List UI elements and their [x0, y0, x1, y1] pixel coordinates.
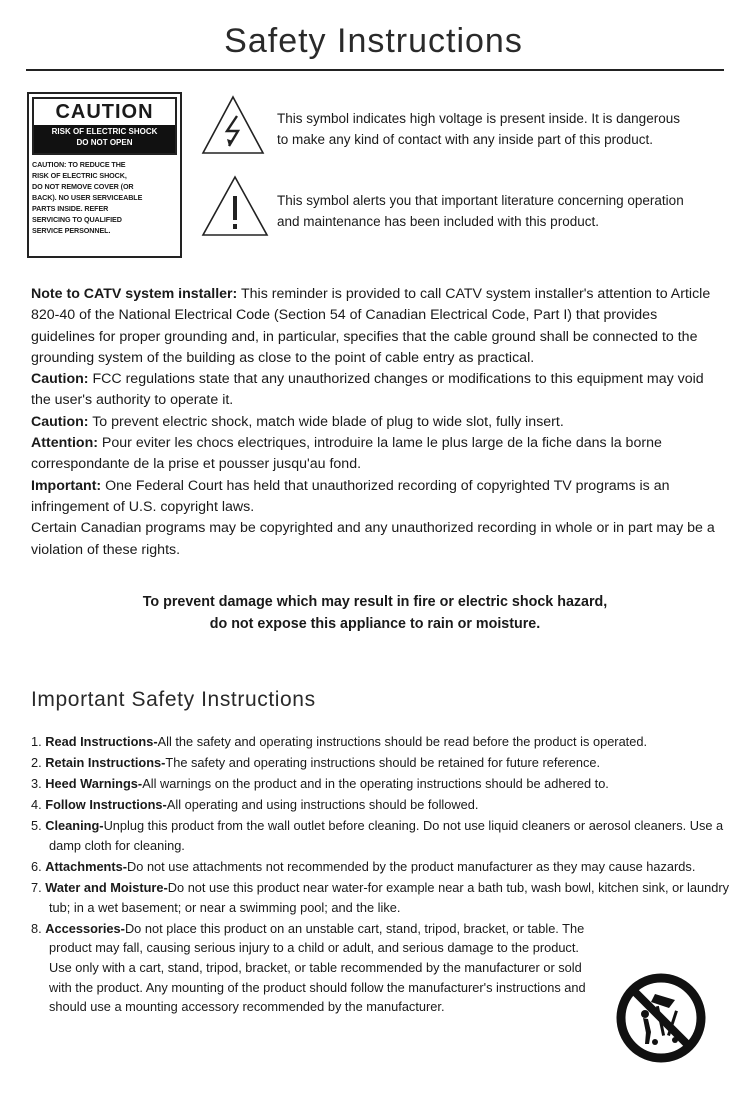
caution-line: CAUTION: TO REDUCE THE — [32, 160, 126, 169]
high-voltage-description — [277, 108, 727, 150]
fcc-caution — [31, 369, 721, 412]
important-text: One Federal Court has held that unauthorized recording of copyrighted TV programs is an infringement of U.S. copyright laws. — [31, 477, 670, 515]
caution-bar-line-1: RISK OF ELECTRIC SHOCK — [51, 127, 158, 136]
moisture-warning — [60, 592, 690, 635]
catv-note — [31, 284, 721, 369]
plug-caution-text: To prevent electric shock, match wide blade of plug to wide slot, fully insert. — [88, 413, 564, 430]
list-item — [31, 795, 731, 815]
important-note — [31, 476, 721, 519]
item-text: All operating and using instructions should be followed. — [166, 797, 479, 813]
item-text: All warnings on the product and in the operating instructions should be adhered to. — [142, 776, 609, 792]
caution-line: RISK OF ELECTRIC SHOCK, — [32, 171, 127, 180]
item-text: Do not use this product near water-for example near a bath tub, wash bowl, kitchen sink, or laundry tub; in a wet basement; or near a swimming pool; and the like. — [49, 880, 730, 915]
fcc-caution-text: FCC regulations state that any unauthorized changes or modifications to this equipment may void the user's authority to operate it. — [31, 371, 704, 409]
item-label: Water and Moisture- — [45, 880, 168, 896]
page-title: Safety Instructions — [224, 22, 523, 60]
item-number: 2. — [31, 755, 42, 771]
canadian-note: Certain Canadian programs may be copyrighted and any unauthorized recording in whole or in part may be a violation of these rights. — [31, 520, 715, 558]
high-voltage-icon — [200, 94, 266, 156]
high-voltage-line-1: This symbol indicates high voltage is present inside. It is dangerous — [277, 111, 680, 126]
caution-line: SERVICE PERSONNEL. — [32, 226, 111, 235]
list-item — [31, 919, 604, 1017]
warning-line-2: do not expose this appliance to rain or moisture. — [209, 615, 541, 632]
catv-note-text: This reminder is provided to call CATV system installer's attention to Article 820-40 of the National Electrical Code (Section 54 of Canadian Electrical Code, Part I) that provides guidelines for proper grounding and, in particular, specifies that the cable ground shall be connected to the grounding system of the building as close to the point of cable entry as practical. — [31, 286, 711, 366]
title-divider — [26, 69, 724, 71]
catv-note-label: Note to CATV system installer: — [31, 286, 238, 302]
caution-warning-bar — [34, 125, 175, 153]
section-title: Important Safety Instructions — [31, 688, 316, 711]
important-label: Important: — [31, 477, 102, 494]
item-number: 5. — [31, 818, 42, 834]
list-item — [31, 774, 731, 794]
high-voltage-line-2: to make any kind of contact with any inside part of this product. — [277, 132, 653, 147]
caution-label — [27, 92, 182, 258]
item-label: Follow Instructions- — [45, 797, 167, 813]
plug-caution — [31, 412, 721, 433]
attention-note — [31, 433, 721, 476]
attention-label: Attention: — [31, 435, 98, 452]
item-text: Unplug this product from the wall outlet before cleaning. Do not use liquid cleaners or aerosol cleaners. Use a damp cloth for cleaning. — [49, 818, 724, 853]
fcc-caution-label: Caution: — [31, 371, 89, 388]
item-label: Heed Warnings- — [45, 776, 143, 792]
literature-alert-description — [277, 190, 727, 232]
item-label: Attachments- — [45, 859, 128, 875]
item-label: Read Instructions- — [45, 734, 158, 749]
caution-bar-line-2: DO NOT OPEN — [76, 138, 133, 147]
item-label: Accessories- — [45, 920, 125, 936]
caution-line: PARTS INSIDE. REFER — [32, 204, 109, 213]
list-item — [31, 753, 731, 773]
item-text: Do not place this product on an unstable cart, stand, tripod, bracket, or table. The product may fall, causing serious injury to a child or adult, and serious damage to the product. Use only with a cart, stand, tripod, bracket, or table recommended by the manufacturer or sold with the product. Any mounting of the product should follow the manufacturer's instructions and should use a mounting accessory recommended by the manufacturer. — [49, 920, 586, 1015]
caution-header — [32, 97, 177, 155]
item-number: 1. — [31, 734, 42, 749]
notes-section — [31, 284, 721, 561]
item-number: 4. — [31, 797, 42, 813]
warning-line-1: To prevent damage which may result in fire or electric shock hazard, — [142, 594, 608, 610]
alert-line-1: This symbol alerts you that important literature concerning operation — [277, 193, 684, 208]
item-text: The safety and operating instructions should be retained for future reference. — [165, 755, 601, 771]
caution-line: DO NOT REMOVE COVER (OR — [32, 182, 134, 191]
list-item — [31, 816, 731, 855]
exclamation-warning-icon — [200, 174, 270, 238]
item-label: Cleaning- — [45, 818, 104, 834]
item-number: 6. — [31, 859, 42, 875]
list-item — [31, 857, 731, 877]
alert-line-2: and maintenance has been included with this product. — [277, 214, 599, 229]
attention-text: Pour eviter les chocs electriques, introduire la lame le plus large de la fiche dans la borne correspondante de la prise et pousser jusqu'au fond. — [31, 435, 662, 473]
item-text: All the safety and operating instructions should be read before the product is operated. — [157, 734, 648, 749]
item-number: 3. — [31, 776, 42, 792]
list-item — [31, 732, 731, 752]
list-item — [31, 878, 731, 917]
item-number: 7. — [31, 880, 42, 896]
item-text: Do not use attachments not recommended by the product manufacturer as they may cause hazards. — [127, 859, 696, 875]
plug-caution-label: Caution: — [31, 413, 89, 430]
item-number: 8. — [31, 920, 42, 936]
cart-tip-over-warning-icon — [615, 972, 707, 1064]
caution-line: BACK). NO USER SERVICEABLE — [32, 193, 143, 202]
caution-heading: CAUTION — [55, 101, 154, 123]
caution-text — [32, 159, 177, 236]
caution-line: SERVICING TO QUALIFIED — [32, 215, 122, 224]
item-label: Retain Instructions- — [45, 755, 166, 771]
